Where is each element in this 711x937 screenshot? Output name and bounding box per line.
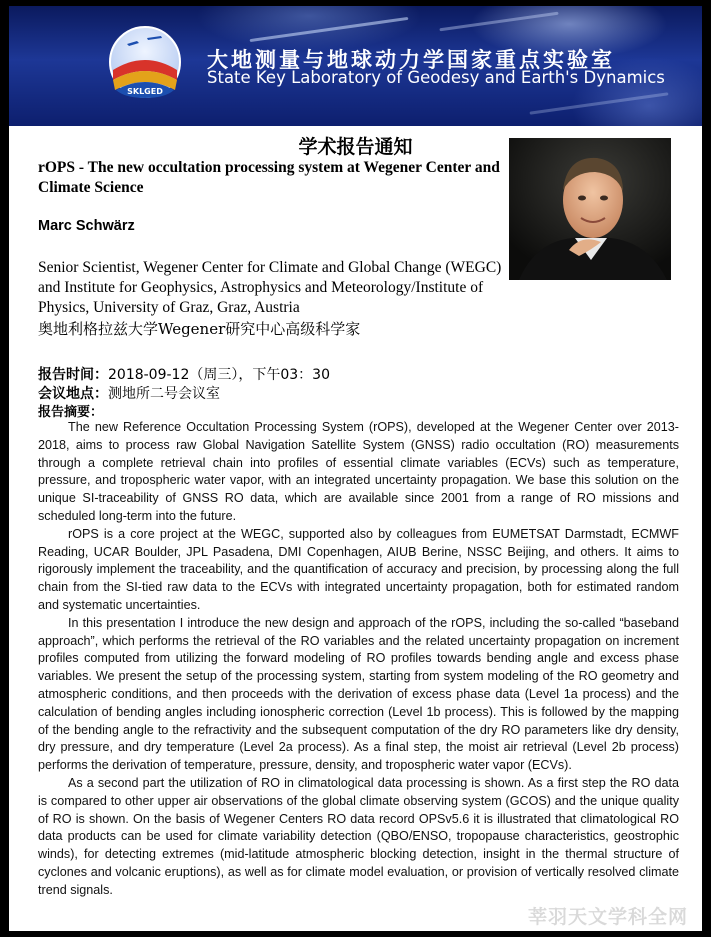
logo-text: SKLGED <box>127 87 163 96</box>
banner-light-streak <box>439 12 558 32</box>
watermark: 莘羽天文学科全网 <box>527 906 688 928</box>
abstract-paragraph: In this presentation I introduce the new design and approach of the rOPS, including the so-called “baseband approach”, which performs the retrieval of the RO variables and the related uncertainty propagation on increment profiles computed from utilizing the forward modeling of RO profiles towards bending angle and excess phase variables. We present the setup of the processing system, starting from system modeling of the RO geometry and atmospheric conditions, and then proceeds with the derivation of excess phase data (Level 1a process) and the calculation of bending angles including ionospheric correction (Level 1b process). This is followed by the mapping of the bending angle to the refractivity and the subsequent computation of the dry RO parameters like dry density, dry pressure, and dry temperature (Level 2a process). As a final step, the moist air retrieval (Level 2b process) performs the derivation of temperature, pressure, density, and tropospheric water vapor (ECVs). <box>38 615 679 773</box>
abstract-paragraph: The new Reference Occultation Processing System (rOPS), developed at the Wegener Center over 2013-2018, aims to process raw Global Navigation Satellite System (GNSS) radio occultation (RO) measurements through a complete retrieval chain into profiles of essential climate variables (ECVs) such as temperature, pressure, and tropospheric water vapor, with an integrated uncertainty propagation. We base this solution on the unique SI-traceability of GNSS RO data, which are available since 2001 from a range of RO missions and scheduled long-term into the future. <box>38 420 679 523</box>
speaker-name: Marc Schwärz <box>38 218 135 234</box>
seminar-poster <box>9 6 702 931</box>
speaker-affiliation-cn: 奥地利格拉兹大学Wegener研究中心高级科学家 <box>38 320 361 338</box>
abstract-paragraph: rOPS is a core project at the WEGC, supported also by colleagues from EUMETSAT Darmstadt, ECMWF Reading, UCAR Boulder, JPL Pasadena, DMI Copenhagen, AIUB Berine, NSSC Beijing, and others. It aims to rigorously implement the traceability, and the quantification of accuracy and precision, by processing along the full chain from the SI-tied raw data to the ECVs with integrated uncertainty propagation, both for estimated random and systematic uncertainties. <box>38 526 679 612</box>
speaker-portrait <box>509 138 671 280</box>
talk-time-value: 2018-09-12（周三），下午03：30 <box>108 367 330 383</box>
talk-location <box>38 383 220 403</box>
talk-time-label: 报告时间： <box>38 367 108 383</box>
lab-name-en: State Key Laboratory of Geodesy and Earth's Dynamics <box>207 68 665 87</box>
talk-title: rOPS - The new occultation processing system at Wegener Center and Climate Science <box>38 159 500 196</box>
talk-location-value: 测地所二号会议室 <box>108 386 220 402</box>
sklged-logo-icon <box>107 20 183 112</box>
talk-location-label: 会议地点： <box>38 386 108 402</box>
banner-light-streak <box>250 17 409 42</box>
notice-title: 学术报告通知 <box>298 136 413 158</box>
speaker-affiliation: Senior Scientist, Wegener Center for Climate and Global Change (WEGC) and Institute for Geophysics, Astrophysics and Meteorology/Institute of Physics, University of Graz, Graz, Austria <box>38 259 502 316</box>
abstract-paragraph: As a second part the utilization of RO in climatological data processing is shown. As a first step the RO data is compared to other upper air observations of the global climate observing system (GCOS) and the unique quality of RO is shown. On the basis of Wegener Centers RO data record OPSv5.6 it is illustrated that climatological RO data products can be used for climate variability detection (QBO/ENSO, tropopause characteristics, geostrophic winds), for detecting extremes (mid-latitude atmospheric blocking detection, insight in the thermal structure of cyclones and volcanic eruptions), as well as for climate model evaluation, or provision of vertically resolved climate trend signals. <box>38 775 679 897</box>
header-banner <box>9 6 702 126</box>
abstract-label: 报告摘要： <box>38 405 104 420</box>
lab-name-cn: 大地测量与地球动力学国家重点实验室 <box>207 47 615 72</box>
abstract-body <box>38 419 679 900</box>
banner-light-streak <box>529 92 668 114</box>
talk-time <box>38 364 330 384</box>
